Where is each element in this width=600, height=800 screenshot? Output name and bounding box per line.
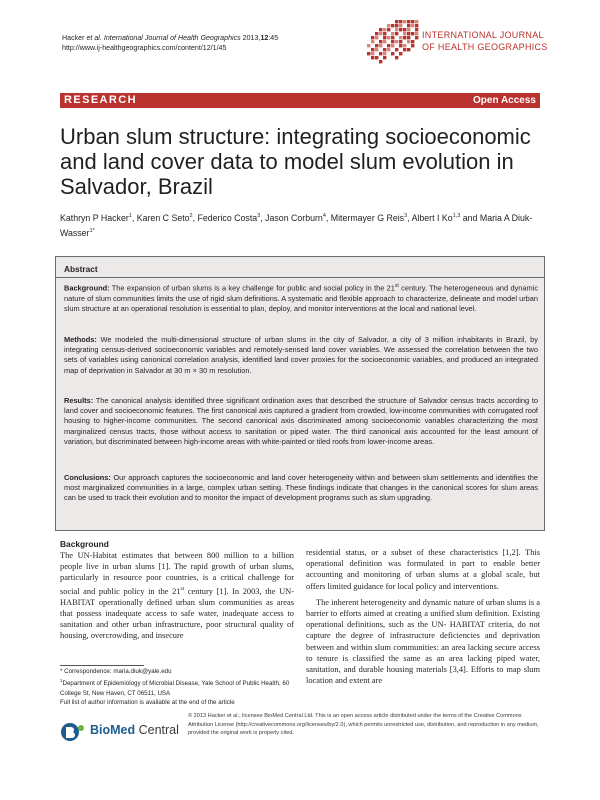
abstract-conclusions	[64, 473, 538, 504]
abstract-results-text: The canonical analysis identified three significant ordination axes that described the structure of Salvador census tracts according to land cover and socioeconomic features. The first canonical axis captured a gradient from crowded, low-income communities with corrugated roof housing to higher-income communities. The second canonical axis discriminated among socioeconomic variables characterizing the most marginalized census tracts, those without access to sanitation or piped water. The third canonical axis accounted for the least amount of variation, but discriminated between high-income areas with white-painted or tiled roofs from lower-income areas.	[64, 396, 538, 446]
citation-year: 2013,	[242, 34, 261, 42]
citation-url[interactable]: http://www.ij-healthgeographics.com/content/12/1/45	[62, 44, 227, 52]
logo-cell	[415, 24, 418, 27]
logo-cell	[371, 36, 374, 39]
logo-cell	[399, 52, 402, 55]
logo-cell	[371, 52, 374, 55]
citation-pages: :45	[268, 34, 279, 42]
logo-cell	[379, 28, 382, 31]
affiliation-note	[60, 676, 300, 698]
logo-cell	[379, 44, 382, 47]
logo-cell	[383, 52, 386, 55]
logo-cell	[391, 40, 394, 43]
author-list: Kathryn P Hacker$^1$, Karen C Seto$^2$, Federico Costa$^3$, Jason Corburn$^4$, Mitermayer G Reis$^3$, Albert I Ko$^{1,3}$ and Maria A Diuk-Wasser$^{1*}$	[60, 212, 533, 238]
logo-cell	[407, 24, 410, 27]
logo-cell	[391, 36, 394, 39]
logo-cell	[415, 36, 418, 39]
author-affiliation-sup: 3	[404, 213, 408, 219]
journal-name	[422, 30, 548, 53]
author-affiliation-sup: 2	[189, 213, 193, 219]
logo-cell	[407, 36, 410, 39]
abstract-conclusions-label: Conclusions:	[64, 473, 111, 482]
logo-cell	[371, 56, 374, 59]
body-left-column	[60, 539, 294, 641]
logo-cell	[407, 28, 410, 31]
section-heading-background: Background	[60, 539, 109, 549]
full-list-note: Full list of author information is available at the end of the article	[60, 698, 235, 706]
logo-cell	[387, 48, 390, 51]
logo-cell	[399, 20, 402, 23]
logo-cell	[403, 32, 406, 35]
abstract-background-text: The expansion of urban slums is a key challenge for public and social policy in the 21	[111, 283, 395, 293]
logo-cell	[375, 44, 378, 47]
author-affiliation-sup: 1,3	[452, 213, 461, 219]
journal-name-line2: OF HEALTH GEOGRAPHICS	[422, 41, 548, 52]
citation-block	[62, 33, 278, 53]
citation-line	[62, 33, 278, 43]
logo-cell	[387, 24, 390, 27]
citation-authors: Hacker	[62, 34, 85, 42]
abstract-background-label: Background:	[64, 283, 110, 293]
logo-cell	[415, 20, 418, 23]
logo-cell	[411, 20, 414, 23]
logo-cell	[395, 48, 398, 51]
journal-name-line1: INTERNATIONAL JOURNAL	[422, 30, 544, 40]
logo-cell	[375, 36, 378, 39]
logo-cell	[395, 56, 398, 59]
author-affiliation-sup: 4	[322, 213, 326, 219]
author-name: Maria A Diuk-Wasser	[60, 212, 533, 238]
publisher-logo-text	[90, 723, 179, 737]
logo-cell	[379, 60, 382, 63]
citation-journal: International Journal of Health Geographics	[103, 34, 241, 42]
publisher-name-thin: Central	[135, 723, 179, 737]
abstract-methods-text: We modeled the multi-dimensional structure of urban slums in the city of Salvador, a city of 3 million inhabitants in Brazil, by integrating census-derived socioeconomic variables and remotely-sensed land cover variables. We assessed the correlation between the two sets of variables using canonical correlation analysis, identified land cover proxies for the socioeconomic variables, and produced an integrated map of deprivation in Salvador at 30 m × 30 m resolution.	[64, 335, 538, 375]
logo-cell	[403, 20, 406, 23]
logo-cell	[387, 44, 390, 47]
logo-cell	[367, 44, 370, 47]
logo-cell	[415, 32, 418, 35]
logo-cell	[371, 48, 374, 51]
logo-cell	[395, 32, 398, 35]
citation-etal: et al.	[86, 34, 102, 42]
superscript: st	[180, 585, 185, 592]
logo-cell	[391, 44, 394, 47]
author-affiliation-sup: 3	[257, 213, 261, 219]
logo-cell	[391, 52, 394, 55]
author-name: Albert I Ko	[411, 212, 453, 223]
logo-cell	[403, 48, 406, 51]
logo-cell	[383, 32, 386, 35]
logo-cell	[383, 28, 386, 31]
abstract-background	[64, 281, 538, 314]
author-name: Federico Costa	[197, 212, 258, 223]
logo-cell	[391, 32, 394, 35]
author-affiliation-sup: 1*	[89, 227, 95, 234]
logo-cell	[399, 40, 402, 43]
body-text-span-cont: century [1]. In 2003, the UN- HABITAT operationally defined urban slum communities as areas that possess inadequate access to safe water, inadequate access to sanitation and other urban infrastructure, poor structural quality of housing, overcrowding, and insecure	[60, 586, 294, 641]
logo-cell	[415, 28, 418, 31]
logo-cell	[383, 40, 386, 43]
author-name: Kathryn P Hacker	[60, 212, 129, 223]
logo-cell	[399, 24, 402, 27]
logo-cell	[395, 28, 398, 31]
correspondence-note: * Correspondence: maria.diuk@yale.edu	[60, 668, 172, 675]
open-access-label: Open Access	[473, 94, 536, 106]
journal-logo-icon	[367, 20, 419, 64]
logo-cell	[367, 52, 370, 55]
logo-cell	[403, 28, 406, 31]
biomed-central-logo-icon	[60, 722, 88, 742]
logo-cell	[387, 28, 390, 31]
logo-cell	[379, 32, 382, 35]
logo-cell	[399, 36, 402, 39]
affiliation-text: Department of Epidemiology of Microbial Disease, Yale School of Public Health, 60 College St, New Haven, CT 06511, USA	[60, 680, 290, 697]
citation-volume: 12	[260, 34, 269, 42]
abstract-methods	[64, 335, 538, 376]
abstract-background-text-cont: century. The heterogeneous and dynamic nature of slum communities limits the use of rigid slum definitions. A systematic and flexible approach to characterize, delineate and model urban slum structure at an operational resolution is essential to plan, deploy, and monitor interventions at the local and national level.	[64, 283, 539, 313]
abstract-heading: Abstract	[64, 264, 98, 274]
superscript: st	[394, 283, 399, 289]
logo-cell	[383, 48, 386, 51]
logo-cell	[407, 32, 410, 35]
section-banner	[60, 93, 540, 108]
author-name: Karen C Seto	[136, 212, 190, 223]
abstract-methods-label: Methods:	[64, 335, 97, 344]
logo-cell	[411, 32, 414, 35]
logo-cell	[407, 40, 410, 43]
article-title: Urban slum structure: integrating socioeconomic and land cover data to model slum evolution in Salvador, Brazil	[60, 124, 531, 199]
abstract-box	[55, 256, 545, 531]
article-type-label: RESEARCH	[64, 94, 137, 106]
logo-cell	[391, 24, 394, 27]
abstract-results-label: Results:	[64, 396, 94, 405]
logo-cell	[383, 56, 386, 59]
logo-cell	[403, 36, 406, 39]
logo-cell	[395, 24, 398, 27]
body-paragraph: The inherent heterogeneity and dynamic nature of urban slums is a barrier to efforts aimed at creating a unified slum definition. Existing operational definitions, such as the UN- HABITAT criteria, do not capture the degree of infrastructure deficiencies and deprivation between and within slum communities: an area lacking secure access to tenure is classified the same as an area lacking piped water, sanitation, and durable housing materials [3,4]. Efforts to map slum location and extent are	[306, 597, 540, 686]
logo-cell	[371, 40, 374, 43]
license-text: © 2013 Hacker et al.; licensee BioMed Central Ltd. This is an open access article distributed under the terms of the Creative Commons Attribution License (http://creativecommons.org/licenses/by/2.0), which permits unrestricted use, distribution, and reproduction in any medium, provided the original work is properly cited.	[188, 713, 539, 736]
logo-cell	[407, 48, 410, 51]
author-name: Jason Corburn	[265, 212, 323, 223]
logo-cell	[403, 44, 406, 47]
abstract-conclusions-text: Our approach captures the socioeconomic and land cover heterogeneity within and between slum settlements and identifies the most marginalized communities in a large, complex urban setting. These findings indicate that changes in the canonical scores for slum areas can be used to track their evolution and to monitor the impact of development programs such as slum upgrading.	[64, 473, 539, 503]
logo-cell	[411, 24, 414, 27]
publisher-name-bold: BioMed	[90, 723, 136, 737]
abstract-divider	[56, 277, 544, 278]
abstract-results	[64, 396, 538, 447]
logo-cell	[407, 20, 410, 23]
body-right-column	[306, 547, 540, 686]
footnotes	[60, 667, 300, 707]
author-connector: and	[462, 212, 478, 223]
logo-cell	[379, 52, 382, 55]
body-paragraph	[60, 550, 294, 641]
logo-cell	[411, 44, 414, 47]
logo-cell	[375, 48, 378, 51]
footnote-divider	[60, 665, 144, 666]
logo-cell	[395, 40, 398, 43]
logo-cell	[395, 20, 398, 23]
body-paragraph: residential status, or a subset of these characteristics [1,2]. This operational definition was formulated in part to enable better accounting and monitoring of urban slums at a global scale, but offers limited guidance for local policy and interventions.	[306, 548, 540, 591]
logo-cell	[375, 32, 378, 35]
logo-cell	[375, 56, 378, 59]
logo-cell	[399, 28, 402, 31]
author-name: Mitermayer G Reis	[330, 212, 405, 223]
logo-cell	[387, 36, 390, 39]
body-text-span: The UN-Habitat estimates that between 800 million to a billion people live in urban slums [1]. The rapid growth of urban slums, particularly in resource poor countries, is a critical challenge for social and public policy in the 21	[60, 551, 294, 596]
superscript: 1	[60, 678, 63, 684]
logo-cell	[399, 44, 402, 47]
logo-cell	[379, 40, 382, 43]
author-affiliation-sup: 1	[128, 213, 132, 219]
logo-cell	[411, 40, 414, 43]
logo-cell	[383, 36, 386, 39]
